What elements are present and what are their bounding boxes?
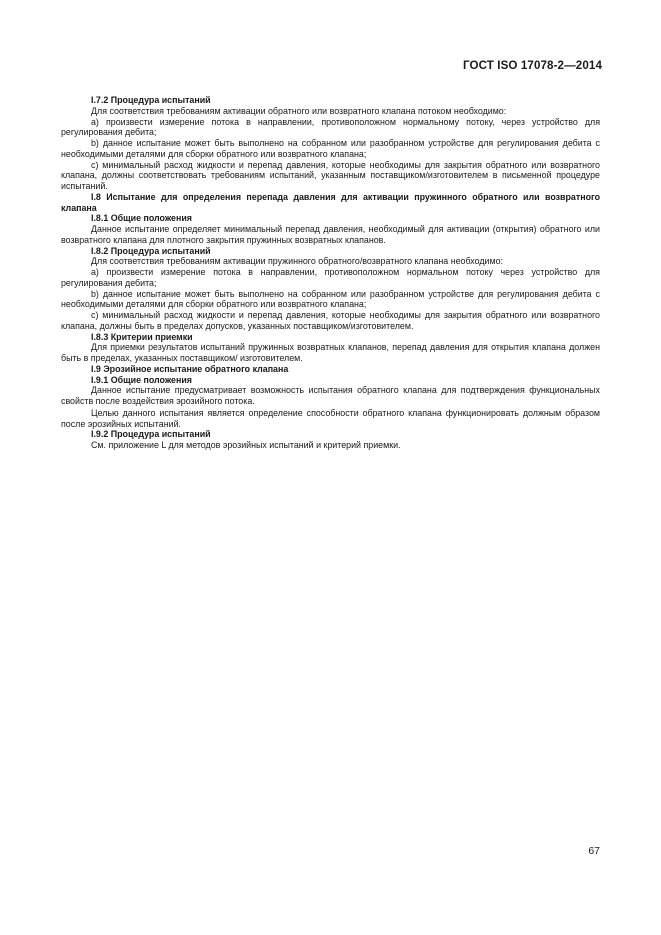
- paragraph: Данное испытание предусматривает возможность испытания обратного клапана для подтверждения функциональных свойств после воздействия эрозийного потока.: [61, 385, 600, 406]
- list-item: с) минимальный расход жидкости и перепад давления, которые необходимы для закрытия обратного или возвратного клапана, должны соответствовать требованиям испытаний, указанным поставщиком/изготовителем в письменной процедуре испытаний.: [61, 159, 600, 191]
- page-number: 67: [588, 845, 600, 857]
- document-header: ГОСТ ISO 17078-2—2014: [462, 59, 602, 72]
- document-body: [61, 95, 600, 451]
- list-item: а) произвести измерение потока в направлении, противоположном нормальном потоку через устройство для регулирования дебита;: [61, 267, 600, 288]
- section-heading: I.8.2 Процедура испытаний: [91, 245, 211, 256]
- paragraph: Для соответствия требованиям активации обратного или возвратного клапана потоком необходимо:: [91, 105, 507, 116]
- section-heading: I.8.3 Критерии приемки: [91, 331, 193, 342]
- list-item: b) данное испытание может быть выполнено на собранном или разобранном устройстве для регулирования дебита с необходимыми деталями для сборки обратного или возвратного клапана;: [61, 288, 600, 310]
- paragraph: Для приемки результатов испытаний пружинных возвратных клапанов, перепад давления для открытия клапана должен быть в пределах, указанных поставщиком/ изготовителем.: [61, 342, 600, 363]
- list-item: b) данное испытание может быть выполнено на собранном или разобранном устройстве для регулирования дебита с необходимыми деталями для сборки обратного или возвратного клапана;: [61, 138, 600, 159]
- section-heading: I.7.2 Процедура испытаний: [91, 95, 211, 105]
- paragraph: Для соответствия требованиям активации пружинного обратного/возвратного клапана необходимо:: [91, 256, 503, 267]
- paragraph: См. приложение L для методов эрозийных испытаний и критерий приемки.: [91, 440, 401, 450]
- section-heading: I.9.2 Процедура испытаний: [91, 429, 211, 440]
- list-item: с) минимальный расход жидкости и перепад давления, которые необходимы для закрытия обратного или возвратного клапана, должны быть в пределах допусков, указанных поставщиком/изготовителем.: [61, 310, 600, 331]
- section-heading: I.9 Эрозийное испытание обратного клапана: [91, 363, 289, 374]
- section-heading: I.9.1 Общие положения: [91, 374, 192, 385]
- paragraph: Целью данного испытания является определение способности обратного клапана функционировать должным образом после эрозийных испытаний.: [61, 407, 600, 429]
- list-item: а) произвести измерение потока в направлении, противоположном нормальному потоку, через устройство для регулирования дебита;: [61, 116, 600, 138]
- paragraph: Данное испытание определяет минимальный перепад давления, необходимый для активации (открытия) обратного или возвратного клапана для плотного закрытия пружинных возвратных клапанов.: [61, 224, 600, 245]
- section-heading: I.8 Испытание для определения перепада давления для активации пружинного обратного или возвратного клапана: [61, 191, 600, 213]
- section-heading: I.8.1 Общие положения: [91, 213, 192, 224]
